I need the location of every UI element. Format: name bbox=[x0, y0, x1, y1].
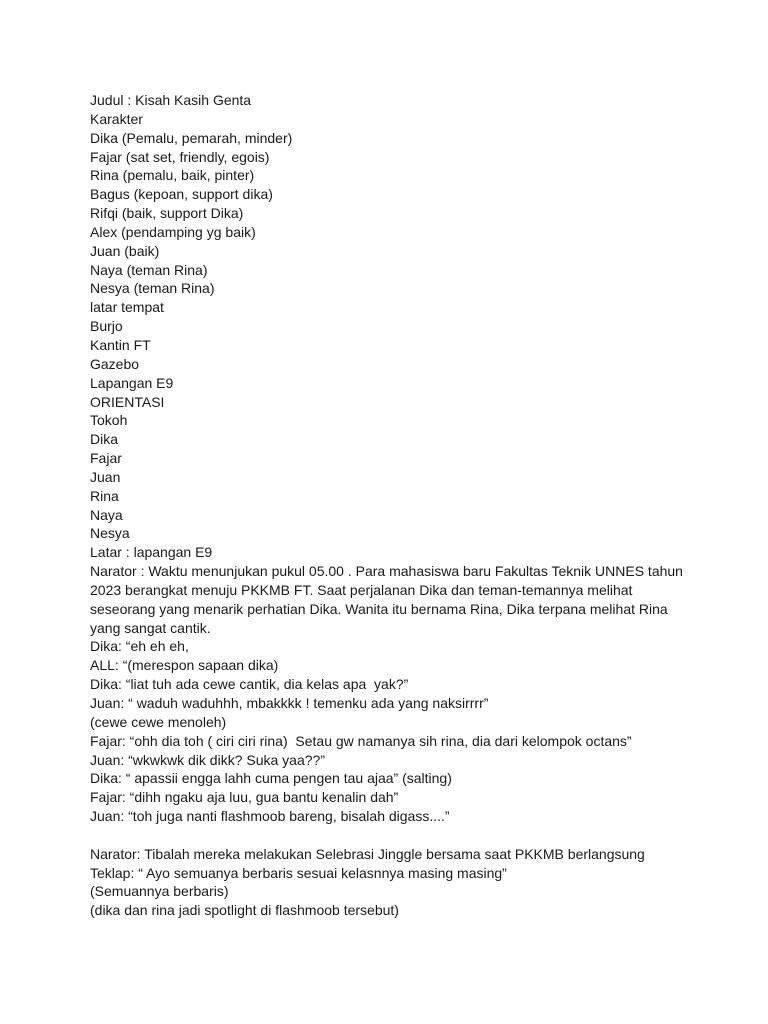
text-line: Rina (pemalu, baik, pinter) bbox=[90, 167, 255, 184]
text-line: Latar : lapangan E9 bbox=[90, 544, 213, 561]
text-line: Fajar bbox=[90, 450, 122, 467]
text-line: Fajar: “dihh ngaku aja luu, gua bantu kenalin dah” bbox=[90, 789, 399, 806]
text-line: Fajar: “ohh dia toh ( ciri ciri rina) Setau gw namanya sih rina, dia dari kelompok octans” bbox=[90, 732, 632, 749]
text-line: Dika bbox=[90, 431, 119, 448]
text-line: Juan: “toh juga nanti flashmoob bareng, bisalah digass....” bbox=[90, 808, 450, 825]
text-line: Bagus (kepoan, support dika) bbox=[90, 186, 273, 203]
text-line: Tokoh bbox=[90, 412, 128, 429]
text-line: Naya bbox=[90, 506, 123, 523]
text-line: Narator: Tibalah mereka melakukan Selebrasi Jinggle bersama saat PKKMB berlangsung bbox=[90, 845, 645, 862]
text-line: (cewe cewe menoleh) bbox=[90, 713, 227, 730]
text-line: latar tempat bbox=[90, 299, 164, 316]
document-body bbox=[90, 91, 700, 920]
text-line: Gazebo bbox=[90, 355, 140, 372]
text-line: (dika dan rina jadi spotlight di flashmoob tersebut) bbox=[90, 902, 399, 919]
text-line: 2023 berangkat menuju PKKMB FT. Saat perjalanan Dika dan teman-temannya melihat bbox=[90, 581, 633, 598]
text-line: Lapangan E9 bbox=[90, 374, 174, 391]
text-line: Dika: “liat tuh ada cewe cantik, dia kelas apa yak?” bbox=[90, 676, 409, 693]
text-line: yang sangat cantik. bbox=[90, 619, 211, 636]
blank-line bbox=[90, 826, 700, 845]
text-line: Rina bbox=[90, 487, 119, 504]
text-line: Rifqi (baik, support Dika) bbox=[90, 205, 244, 222]
text-line: Nesya bbox=[90, 525, 130, 542]
text-line: Juan bbox=[90, 468, 121, 485]
text-line: Karakter bbox=[90, 110, 143, 127]
text-line: Judul : Kisah Kasih Genta bbox=[90, 92, 252, 108]
text-line: Dika: “eh eh eh, bbox=[90, 638, 189, 655]
text-line: seseorang yang menarik perhatian Dika. Wanita itu bernama Rina, Dika terpana melihat Rina bbox=[90, 600, 668, 617]
text-line: Burjo bbox=[90, 318, 123, 335]
text-line: Kantin FT bbox=[90, 336, 151, 353]
text-line: ORIENTASI bbox=[90, 393, 165, 410]
text-line: Nesya (teman Rina) bbox=[90, 280, 215, 297]
text-line: Alex (pendamping yg baik) bbox=[90, 223, 256, 240]
text-line: Dika (Pemalu, pemarah, minder) bbox=[90, 129, 293, 146]
text-line: (Semuannya berbaris) bbox=[90, 883, 229, 900]
text-line: Fajar (sat set, friendly, egois) bbox=[90, 148, 270, 165]
text-line: Naya (teman Rina) bbox=[90, 261, 208, 278]
text-line: Juan (baik) bbox=[90, 242, 160, 259]
text-line: Teklap: “ Ayo semuanya berbaris sesuai kelasnnya masing masing” bbox=[90, 864, 507, 881]
text-line: ALL: “(merespon sapaan dika) bbox=[90, 657, 279, 674]
text-line: Dika: “ apassii engga lahh cuma pengen tau ajaa” (salting) bbox=[90, 770, 452, 787]
text-line: Juan: “wkwkwk dik dikk? Suka yaa??” bbox=[90, 751, 325, 768]
text-line: Narator : Waktu menunjukan pukul 05.00 . Para mahasiswa baru Fakultas Teknik UNNES tahun bbox=[90, 563, 683, 580]
text-line: Juan: “ waduh waduhhh, mbakkkk ! temenku ada yang naksirrrr” bbox=[90, 695, 489, 711]
